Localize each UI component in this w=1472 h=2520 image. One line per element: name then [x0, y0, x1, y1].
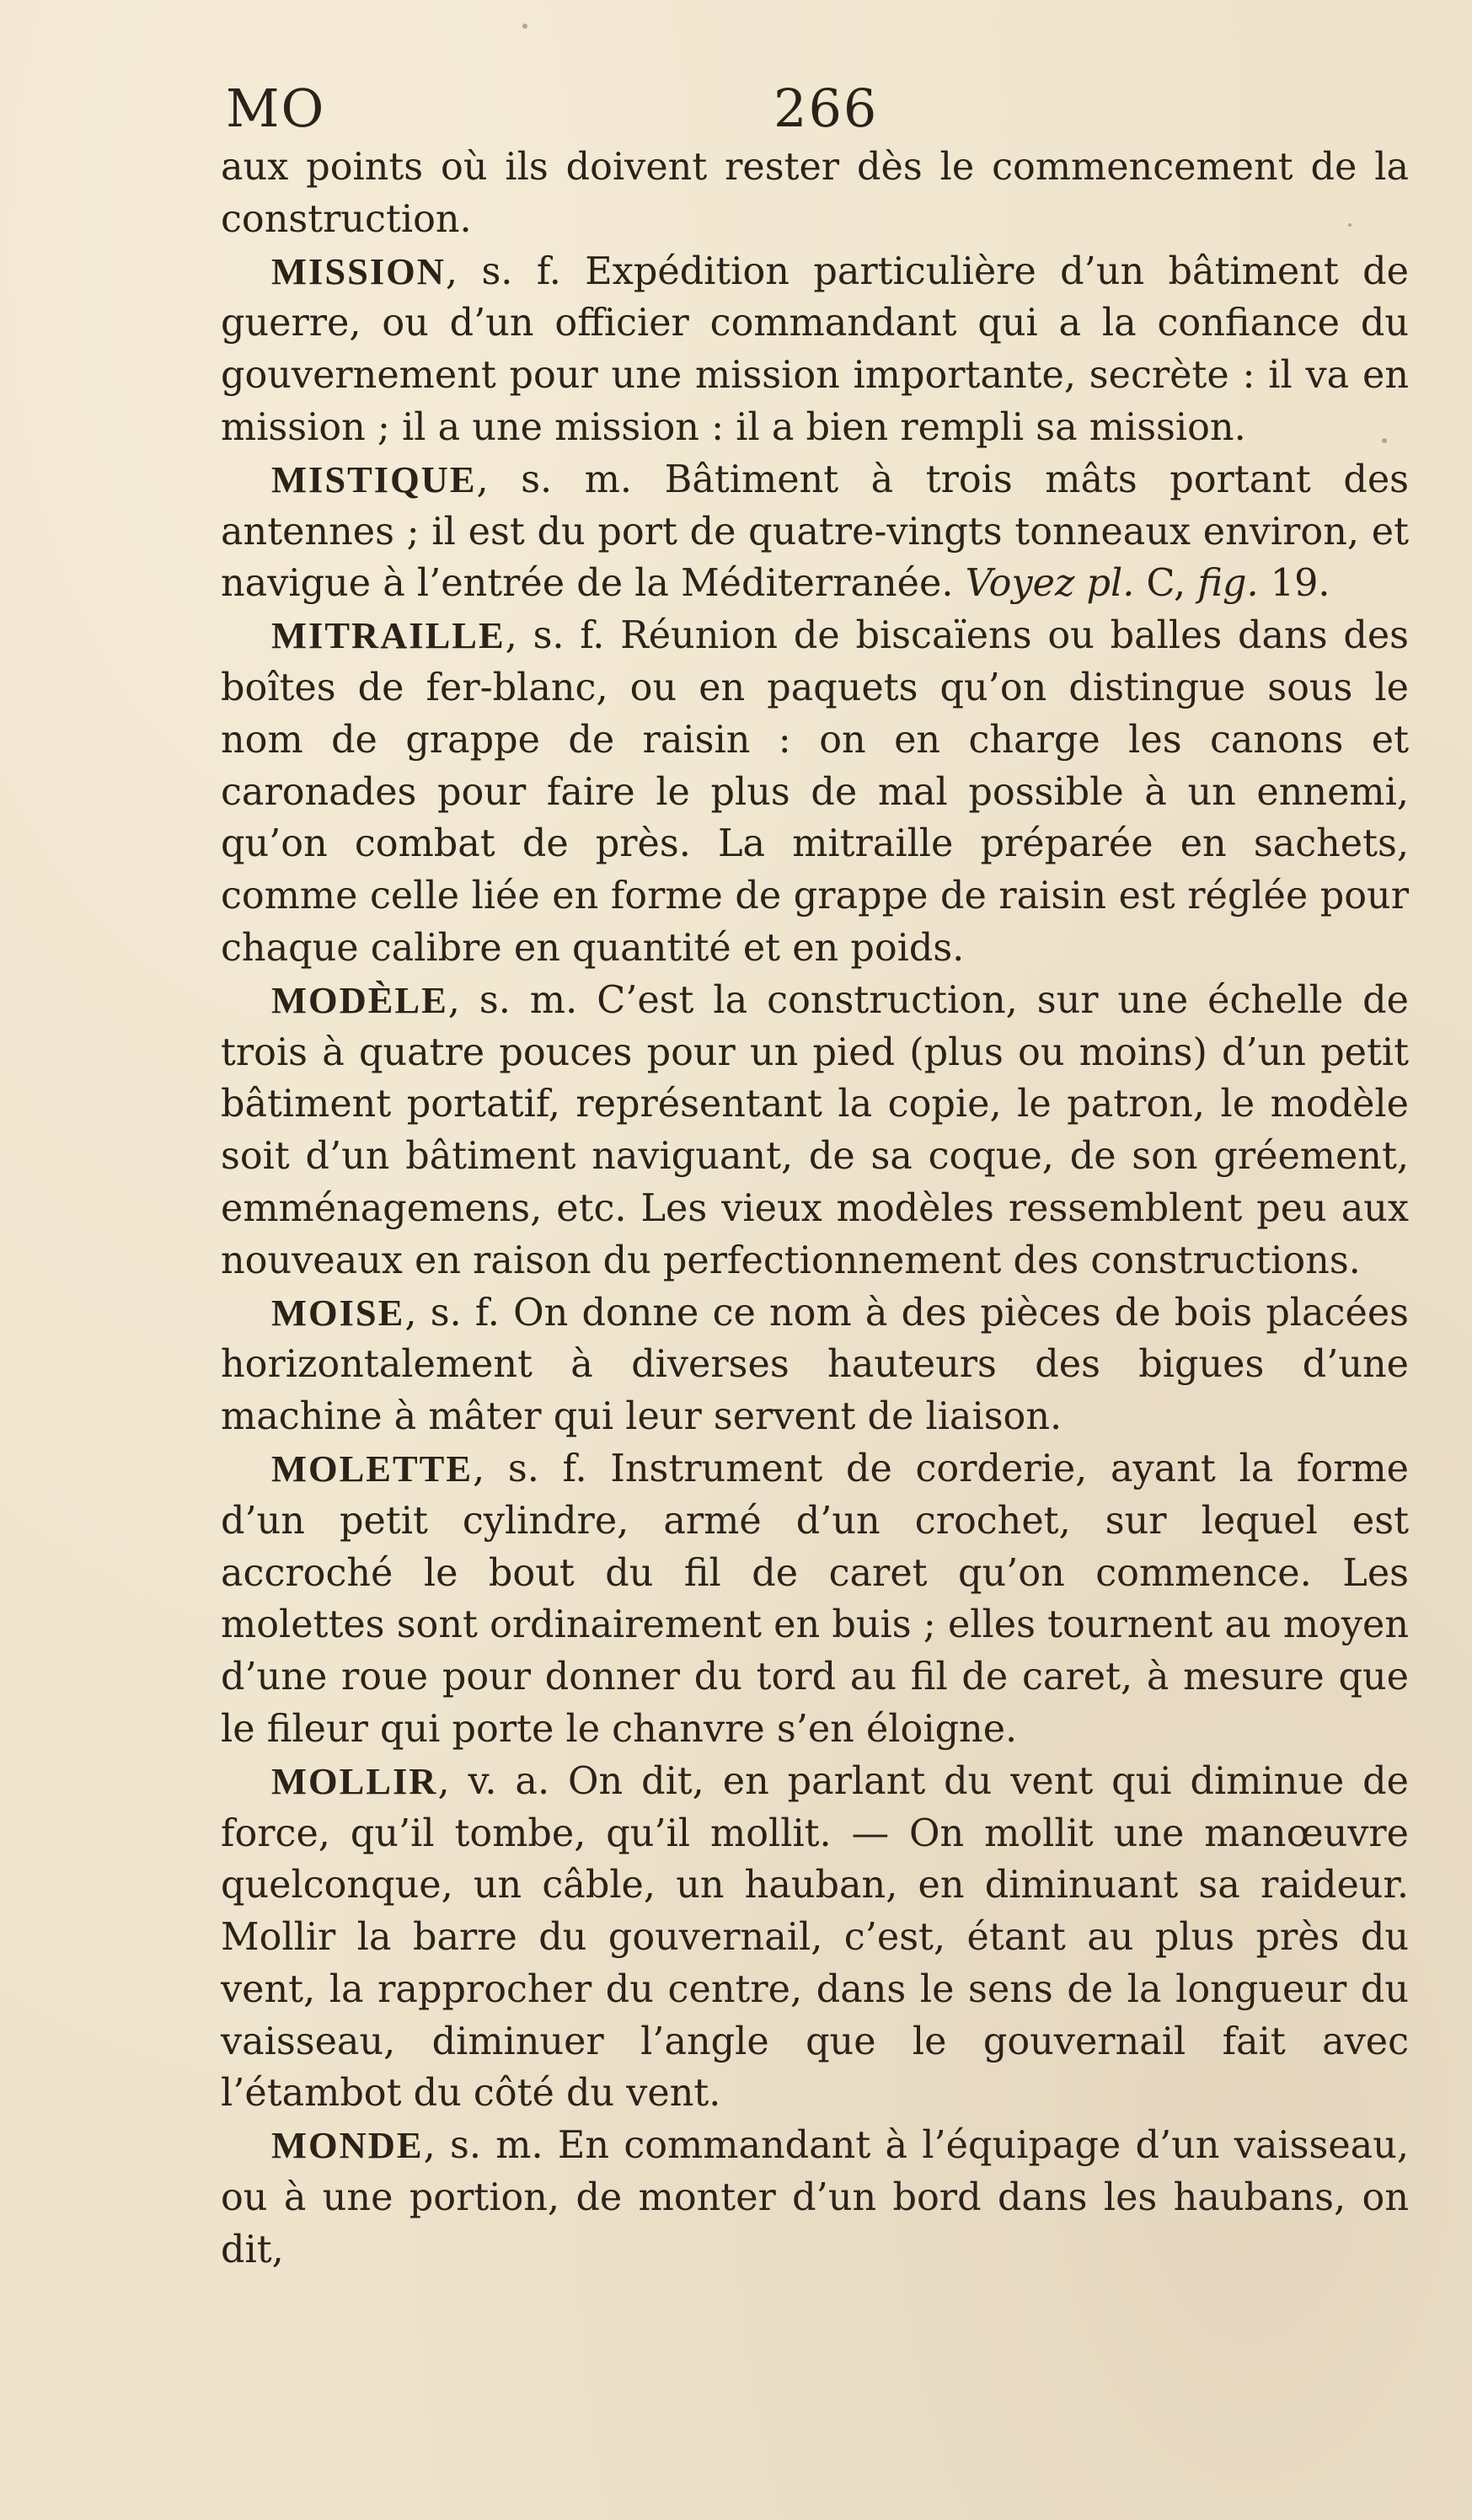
- paragraph-text: aux points où ils doivent rester dès le commencement de la construction.: [221, 146, 1409, 241]
- paper-speck: [1348, 223, 1352, 227]
- entry-term: MISSION: [271, 249, 446, 292]
- dictionary-text: [221, 142, 1409, 2277]
- page-number: 266: [773, 78, 879, 139]
- entry-mollir: [221, 1756, 1409, 2121]
- entry-term: MONDE: [271, 2124, 424, 2167]
- entry-term: MOLETTE: [271, 1447, 474, 1490]
- paper-speck: [1382, 438, 1387, 443]
- entry-grammar: , v. a.: [437, 1759, 550, 1803]
- figure-number: 19.: [1258, 562, 1330, 606]
- entry-grammar: , s. m.: [476, 457, 633, 501]
- section-letters: MO: [226, 78, 326, 139]
- entry-grammar: , s. f.: [445, 249, 561, 293]
- plate-letter: C,: [1134, 562, 1198, 606]
- entry-modele: [221, 975, 1409, 1287]
- entry-grammar: , s. m.: [447, 978, 578, 1022]
- paragraph-continuation: [221, 142, 1409, 246]
- entry-grammar: , s. m.: [423, 2124, 543, 2168]
- entry-definition: C’est la construction, sur une échelle de trois à quatre pouces pour un pied (plus ou moins) d’un petit bâtiment portatif, représentant la copie, le patron, le modèle soit d’un bâtiment naviguant, de sa coque, de son gréement, emménagemens, etc. Les vieux modèles ressemblent peu aux nouveaux en raison du perfectionnement des constructions.: [221, 978, 1409, 1282]
- paper-speck: [522, 24, 527, 29]
- entry-definition: Réunion de biscaïens ou balles dans des boîtes de fer-blanc, ou en paquets qu’on distingue sous le nom de grappe de raisin : on en charge les canons et caronades pour faire le plus de mal possible à un ennemi, qu’on combat de près. La mitraille préparée en sachets, comme celle liée en forme de grappe de raisin est réglée pour chaque calibre en quantité et en poids.: [221, 614, 1410, 970]
- plate-reference: Voyez pl.: [965, 562, 1135, 606]
- entry-definition: On donne ce nom à des pièces de bois placées horizontalement à diverses hauteurs des bigues d’une machine à mâter qui leur servent de liaison.: [221, 1291, 1409, 1439]
- entry-term: MISTIQUE: [271, 457, 477, 500]
- entry-definition: Expédition particulière d’un bâtiment de guerre, ou d’un officier commandant qui a la confiance du gouvernement pour une mission importante, secrète : il va en mission ; il a une mission : il a bien rempli sa mission.: [221, 249, 1409, 449]
- entry-definition: Bâtiment à trois mâts portant des antennes ; il est du port de quatre-vingts tonneaux environ, et navigue à l’entrée de la Méditerranée.: [221, 457, 1410, 606]
- entry-term: MODÈLE: [271, 978, 448, 1021]
- entry-mission: [221, 246, 1409, 454]
- entry-definition: On dit, en parlant du vent qui diminue de force, qu’il tombe, qu’il mollit. — On mollit une manœuvre quelconque, un câble, un hauban, en diminuant sa raideur. Mollir la barre du gouvernail, c’est, étant au plus près du vent, la rapprocher du centre, dans le sens de la longueur du vaisseau, diminuer l’angle que le gouvernail fait avec l’étambot du côté du vent.: [221, 1759, 1410, 2116]
- page-header: [226, 78, 1405, 145]
- entry-grammar: , s. f.: [404, 1291, 500, 1335]
- entry-molette: [221, 1443, 1409, 1756]
- entry-definition: Instrument de corderie, ayant la forme d’un petit cylindre, armé d’un crochet, sur lequel est accroché le bout du fil de caret qu’on commence. Les molettes sont ordinairement en buis ; elles tournent au moyen d’une roue pour donner du tord au fil de caret, à mesure que le fileur qui porte le chanvre s’en éloigne.: [221, 1447, 1409, 1751]
- entry-grammar: , s. f.: [505, 614, 605, 658]
- entry-monde: [221, 2120, 1409, 2276]
- entry-moise: [221, 1287, 1409, 1443]
- entry-grammar: , s. f.: [473, 1447, 587, 1490]
- entry-mistique: [221, 454, 1409, 610]
- figure-label: fig.: [1197, 562, 1259, 606]
- entry-term: MOLLIR: [271, 1759, 438, 1802]
- entry-definition: En commandant à l’équipage d’un vaisseau, ou à une portion, de monter d’un bord dans les haubans, on dit,: [221, 2124, 1409, 2271]
- entry-term: MOISE: [271, 1291, 405, 1334]
- entry-mitraille: [221, 610, 1409, 975]
- entry-term: MITRAILLE: [271, 614, 506, 657]
